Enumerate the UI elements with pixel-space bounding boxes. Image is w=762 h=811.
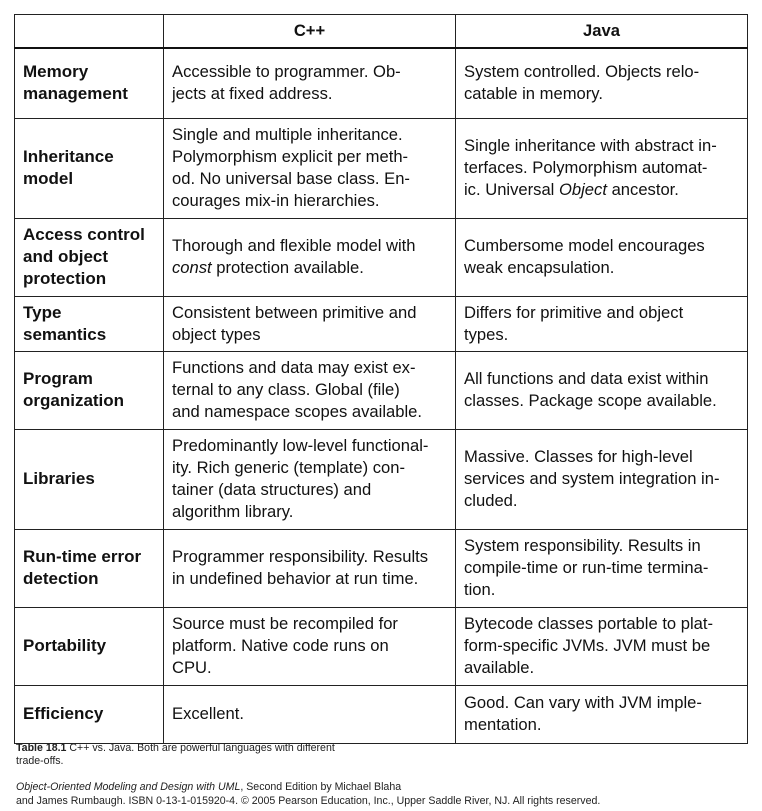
table-row-memory-management [15,48,748,118]
table-row-runtime-error-detection [15,529,748,607]
table-row-type-semantics [15,296,748,351]
header-java: Java [456,15,748,49]
java-cell: Good. Can vary with JVM imple- mentation. [456,685,748,743]
cpp-cell: Accessible to programmer. Ob- jects at fixed address. [164,48,456,118]
italic-term: Object [558,180,607,199]
italic-term: const [172,258,212,277]
table-row-libraries [15,429,748,529]
table-row-efficiency [15,685,748,743]
java-cell: Massive. Classes for high-level services and system integration in- cluded. [456,429,748,529]
credit-authors: , Second Edition by Michael Blaha [240,781,402,793]
cpp-cell: Single and multiple inheritance. Polymorphism explicit per meth- od. No universal base class. En- courages mix-in hierarchies. [164,118,456,218]
cpp-cell: Programmer responsibility. Results in undefined behavior at run time. [164,529,456,607]
table-caption [16,742,335,768]
row-label: Efficiency [15,685,164,743]
caption-text: C++ vs. Java. Both are powerful languages with different [66,742,335,754]
row-label: Portability [15,607,164,685]
table-header-row [15,15,748,49]
header-cpp: C++ [164,15,456,49]
row-label: Memory management [15,48,164,118]
cpp-cell: Predominantly low-level functional- ity. Rich generic (template) con- tainer (data structures) and algorithm library. [164,429,456,529]
row-label: Program organization [15,351,164,429]
caption-label: Table 18.1 [16,742,67,754]
cpp-cell: Thorough and flexible model with const protection available. [164,218,456,296]
java-cell: All functions and data exist within classes. Package scope available. [456,351,748,429]
book-credit [16,780,600,808]
table-row-portability [15,607,748,685]
java-cell: Bytecode classes portable to plat- form-specific JVMs. JVM must be available. [456,607,748,685]
credit-copyright: and James Rumbaugh. ISBN 0-13-1-015920-4. © 2005 Pearson Education, Inc., Upper Saddle River, NJ. All rights reserved. [16,795,601,807]
row-label: Access control and object protection [15,218,164,296]
row-label: Libraries [15,429,164,529]
table-row-inheritance-model [15,118,748,218]
row-label: Inheritance model [15,118,164,218]
cpp-cell: Excellent. [164,685,456,743]
java-cell: Single inheritance with abstract in- terfaces. Polymorphism automat- ic. Universal Object ancestor. [456,118,748,218]
cpp-cell: Consistent between primitive and object types [164,296,456,351]
header-corner-cell [15,15,164,49]
table-row-access-control [15,218,748,296]
cpp-cell: Functions and data may exist ex- ternal to any class. Global (file) and namespace scopes available. [164,351,456,429]
java-cell: Differs for primitive and object types. [456,296,748,351]
cpp-cell: Source must be recompiled for platform. Native code runs on CPU. [164,607,456,685]
java-cell: Cumbersome model encourages weak encapsulation. [456,218,748,296]
java-cell: System responsibility. Results in compile-time or run-time termina- tion. [456,529,748,607]
comparison-table [14,14,748,744]
caption-text-continued: trade-offs. [16,755,64,767]
row-label: Run-time error detection [15,529,164,607]
java-cell: System controlled. Objects relo- catable in memory. [456,48,748,118]
row-label: Type semantics [15,296,164,351]
table-row-program-organization [15,351,748,429]
book-title: Object-Oriented Modeling and Design with UML [16,781,241,793]
